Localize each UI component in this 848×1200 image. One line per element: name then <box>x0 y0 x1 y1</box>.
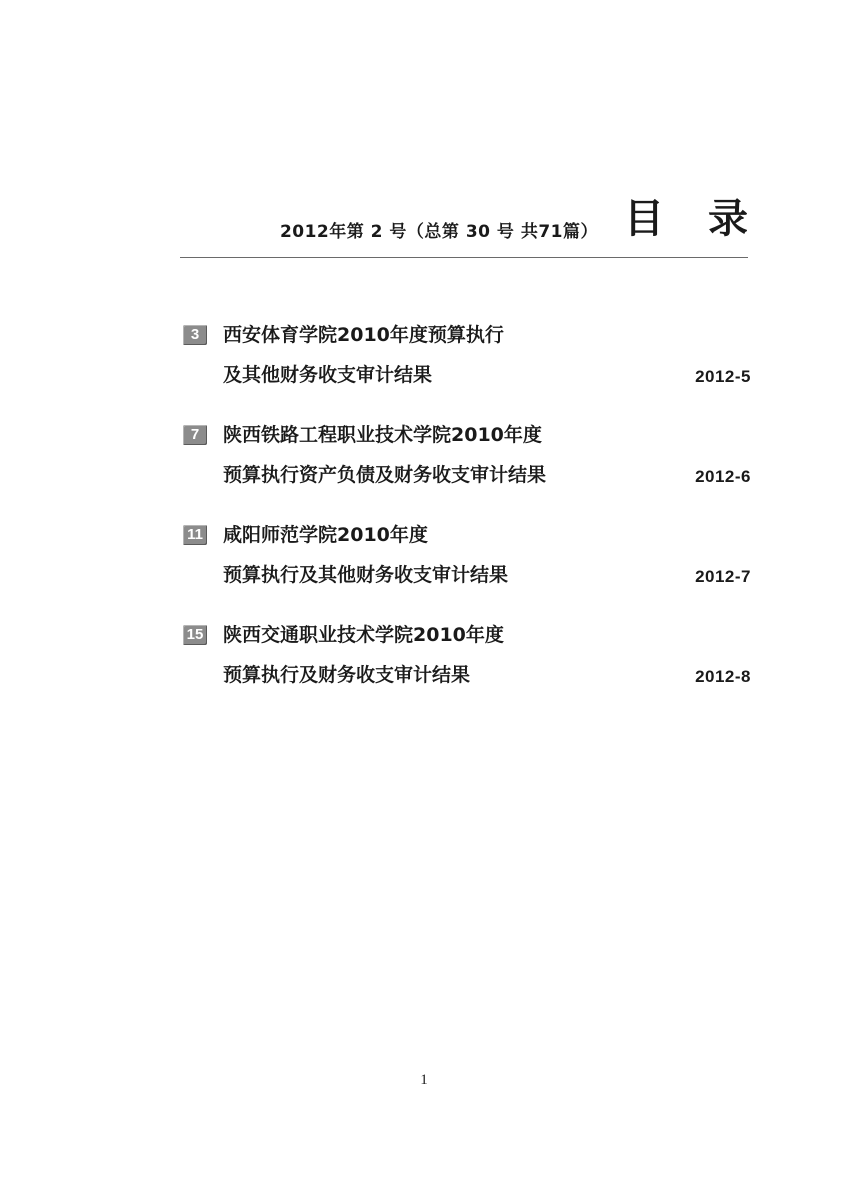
entry-title-line1: 咸阳师范学院2010年度 <box>223 524 428 546</box>
toc-entry[interactable] <box>183 620 751 700</box>
entry-date: 2012-7 <box>695 567 751 586</box>
entry-title-line2: 预算执行资产负债及财务收支审计结果 <box>223 464 547 486</box>
entry-date: 2012-8 <box>695 667 751 686</box>
issue-info: 2012年第 2 号（总第 30 号 共71篇） <box>279 222 598 242</box>
entry-title-line1: 陕西交通职业技术学院2010年度 <box>223 624 504 646</box>
entry-title-line1: 西安体育学院2010年度预算执行 <box>223 324 504 346</box>
entry-title-line2: 预算执行及财务收支审计结果 <box>223 664 471 686</box>
entry-title-line1: 陕西铁路工程职业技术学院2010年度 <box>223 424 542 446</box>
page-number: 1 <box>420 1072 428 1088</box>
entry-date: 2012-5 <box>695 367 751 386</box>
page-title: 目录 <box>624 196 792 242</box>
entry-date: 2012-6 <box>695 467 751 486</box>
toc-entry[interactable] <box>183 520 751 600</box>
page-number-badge: 11 <box>183 525 207 545</box>
page-number-badge: 15 <box>183 625 207 645</box>
entry-title-line2: 及其他财务收支审计结果 <box>223 364 433 386</box>
page-number-badge: 3 <box>183 325 207 345</box>
toc-header <box>180 195 792 258</box>
entry-title-line2: 预算执行及其他财务收支审计结果 <box>223 564 509 586</box>
toc-entry[interactable] <box>183 320 751 400</box>
toc-entry[interactable] <box>183 420 751 500</box>
page-number-badge: 7 <box>183 425 207 445</box>
